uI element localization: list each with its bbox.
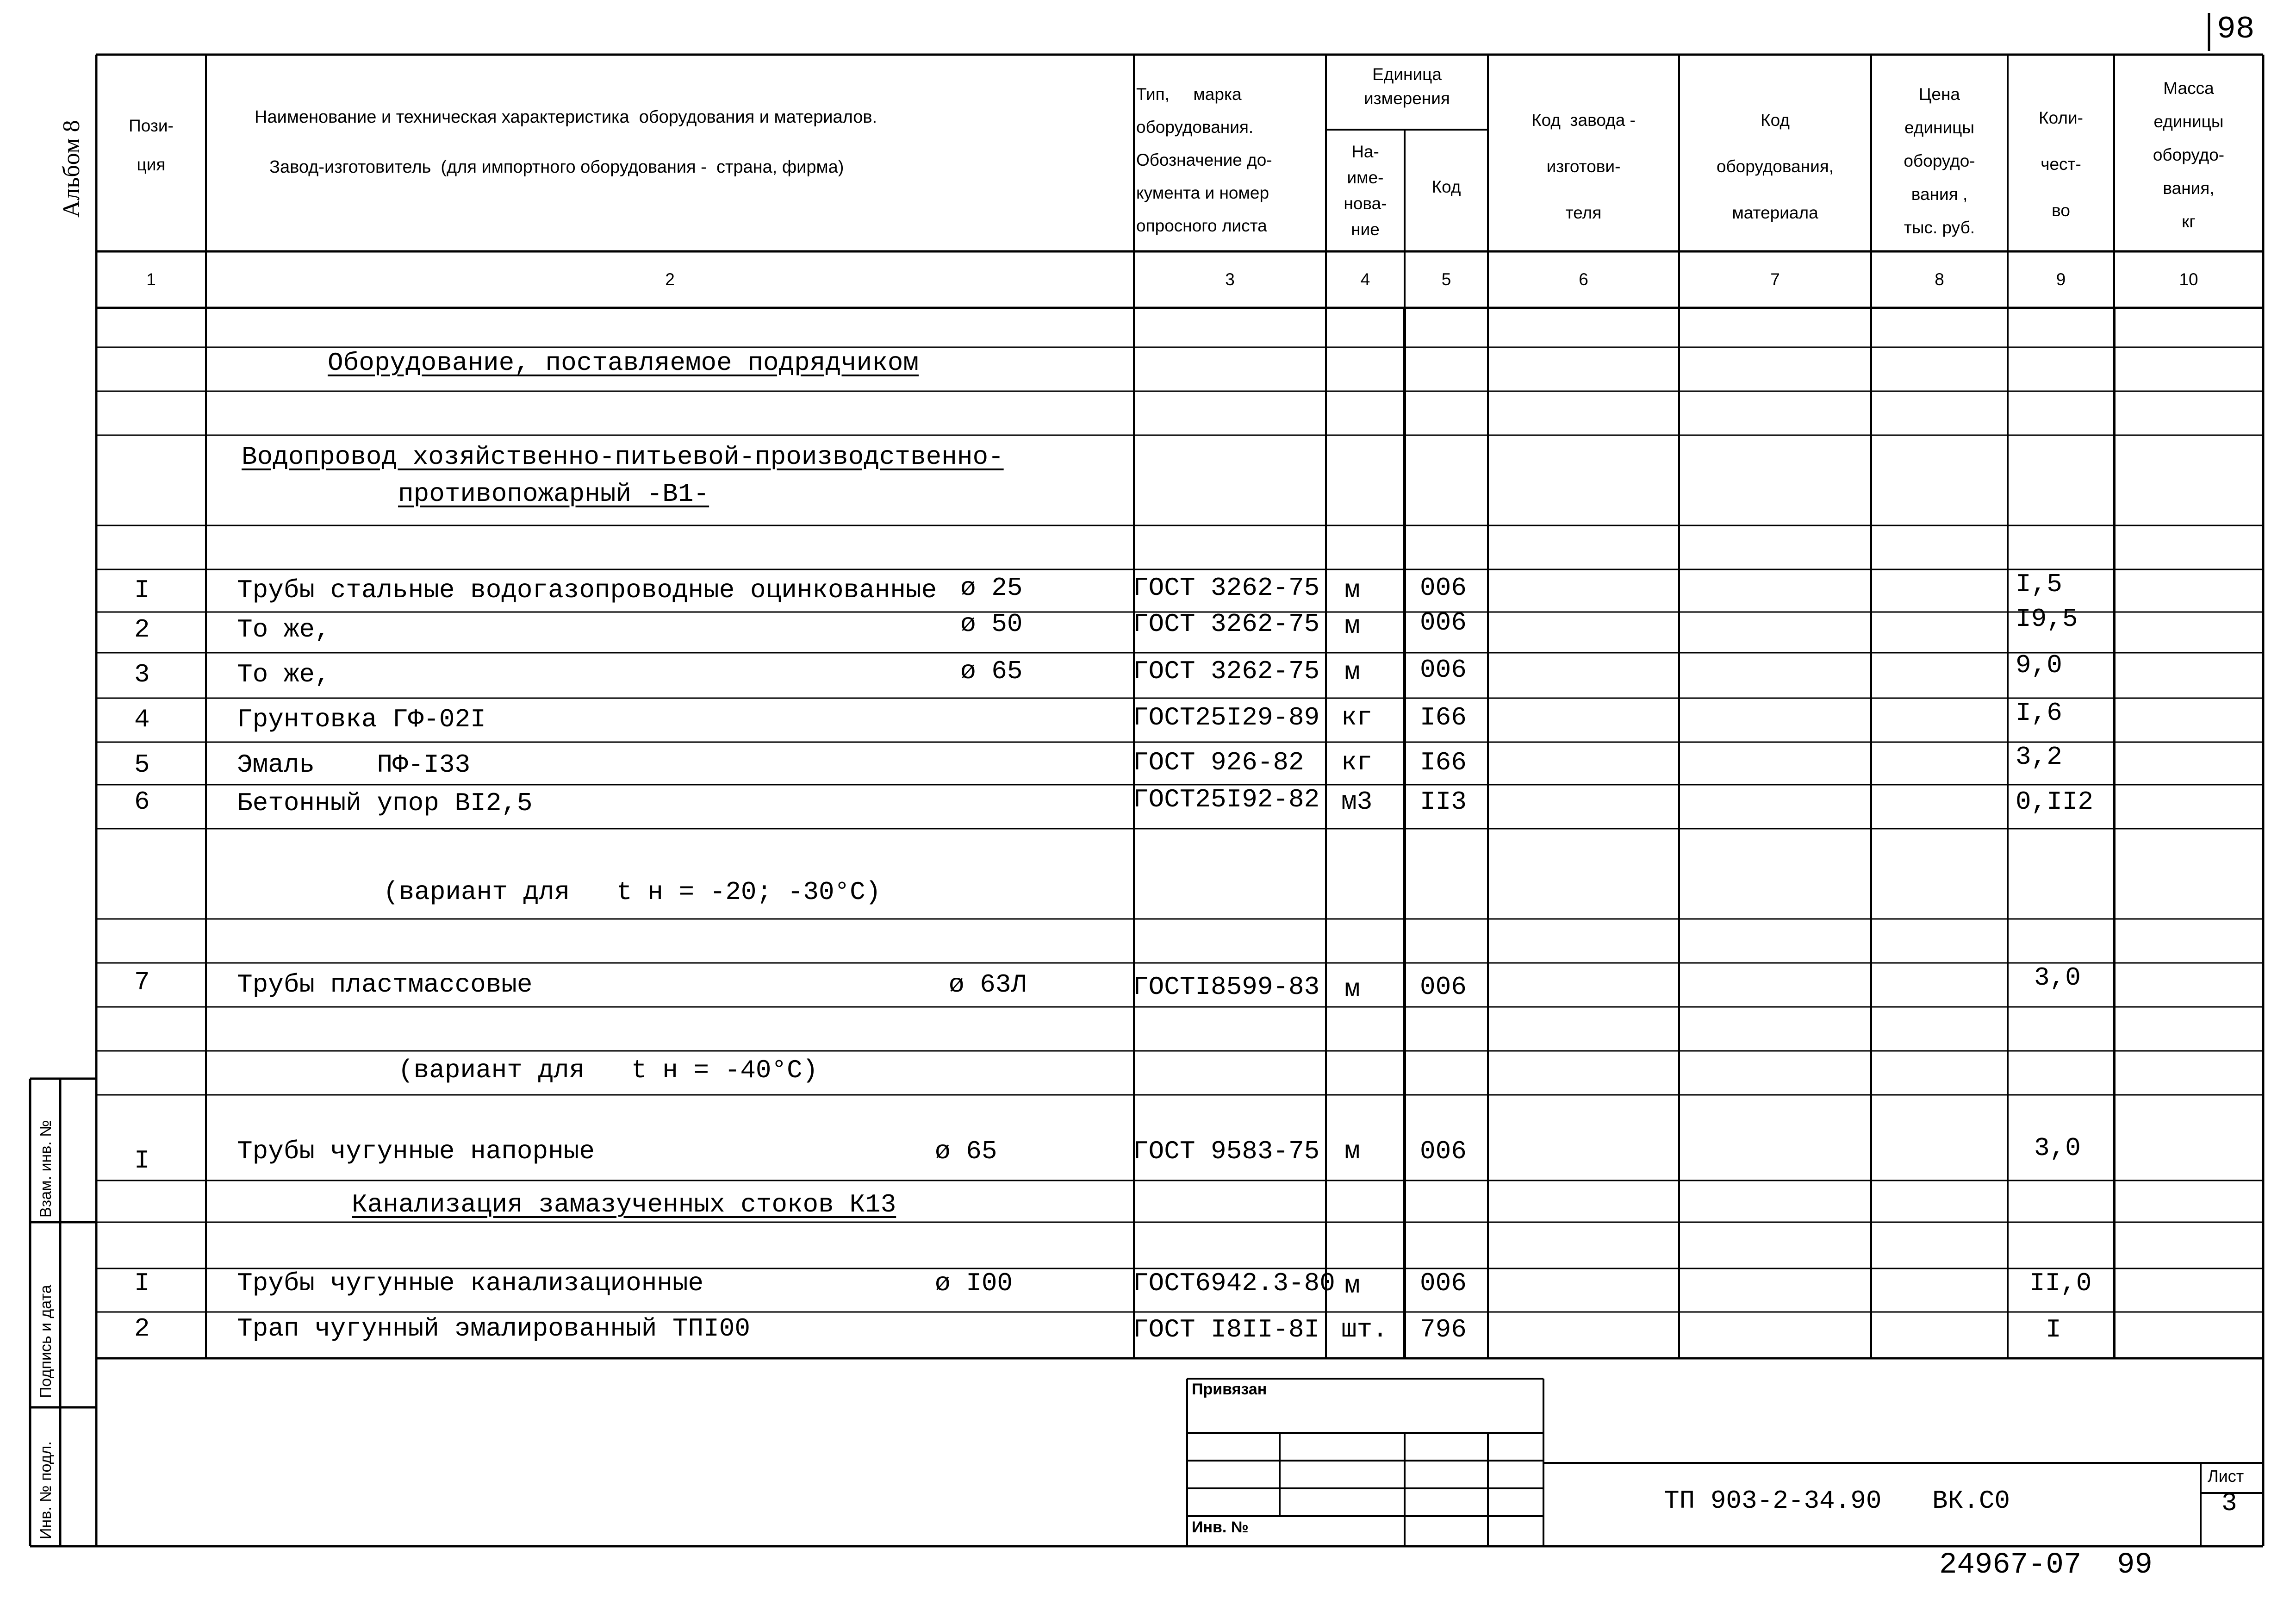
- row-name: Бетонный упор ВI2,5: [237, 788, 533, 818]
- row-unit-code: 006: [1420, 1268, 1467, 1298]
- row-unit: м: [1344, 1271, 1360, 1300]
- row-unit-code: I66: [1420, 748, 1467, 777]
- row-position: 6: [134, 787, 150, 817]
- row-unit-code: 006: [1420, 573, 1467, 603]
- row-unit-code: 006: [1420, 972, 1467, 1002]
- row-position: 5: [134, 750, 150, 780]
- section-heading-contractor: Оборудование, поставляемое подрядчиком: [328, 348, 919, 378]
- row-document: ГОСТ I8II-8I: [1133, 1315, 1320, 1344]
- column-number: 6: [1579, 270, 1588, 289]
- row-unit-code: II3: [1420, 787, 1467, 817]
- section-heading-sewer: Канализация замазученных стоков К13: [352, 1190, 896, 1219]
- stamp-sheet-label: Лист: [2208, 1467, 2244, 1486]
- row-quantity: 3,2: [2016, 742, 2062, 772]
- row-position: 3: [134, 660, 150, 689]
- header-name-line2: Завод-изготовитель (для импортного оборудования - страна, фирма): [269, 157, 844, 177]
- stamp-inv-no: Инв. №: [1192, 1518, 1249, 1536]
- row-name: Грунтовка ГФ-02I: [237, 705, 486, 734]
- variant-note-1: (вариант для t н = -20; -30°С): [383, 877, 881, 907]
- row-position: 2: [134, 1314, 150, 1343]
- row-document: ГОСТ25I29-89: [1133, 703, 1320, 732]
- row-name: Трубы стальные водогазопроводные оцинкованные: [237, 575, 937, 605]
- album-label: Альбом 8: [58, 120, 85, 218]
- row-diameter: ø 63Л: [949, 970, 1027, 999]
- header-quantity: Коли- чест- во: [2039, 108, 2083, 220]
- header-mass: Масса единицы оборудо- вания, кг: [2153, 79, 2225, 231]
- header-unit-group: Единица измерения: [1364, 65, 1450, 108]
- row-unit: м: [1344, 657, 1360, 687]
- header-name-line1: Наименование и техническая характеристика оборудования и материалов.: [255, 107, 877, 127]
- margin-label-inv-podl: Инв. № подл.: [37, 1441, 55, 1539]
- row-position: I: [134, 1268, 150, 1298]
- column-number: 4: [1360, 270, 1370, 289]
- stamp-sheet-number: 3: [2221, 1488, 2237, 1518]
- stamp-privyazan: Привязан: [1192, 1380, 1267, 1398]
- row-name: То же,: [237, 615, 330, 644]
- row-quantity: 3,0: [2034, 1133, 2081, 1163]
- row-unit: кг: [1341, 748, 1373, 777]
- margin-label-podpis: Подпись и дата: [37, 1285, 55, 1398]
- header-position: Пози- ция: [129, 116, 174, 174]
- row-quantity: II,0: [2029, 1268, 2092, 1298]
- row-document: ГОСТ 3262-75: [1133, 573, 1320, 603]
- column-number: 3: [1225, 270, 1235, 289]
- column-number: 9: [2056, 270, 2066, 289]
- row-document: ГОСТ25I92-82: [1133, 785, 1320, 814]
- section-heading-water-line2: противопожарный -В1-: [398, 479, 709, 509]
- row-unit-code: I66: [1420, 703, 1467, 732]
- corner-sheet-number: 98: [2217, 12, 2255, 47]
- stamp-document-mark: ВК.С0: [1932, 1486, 2010, 1516]
- margin-label-vzam: Взам. инв. №: [37, 1120, 55, 1218]
- row-unit-code: 006: [1420, 655, 1467, 685]
- header-type: Тип, марка оборудования. Обозначение до- кумента и номер опросного листа: [1136, 85, 1272, 235]
- row-unit-code: 006: [1420, 1137, 1467, 1166]
- row-unit: м: [1344, 1137, 1360, 1166]
- column-number: 1: [146, 270, 156, 289]
- row-document: ГОСТ 3262-75: [1133, 656, 1320, 686]
- header-unit-name: На- име- нова- ние: [1344, 142, 1387, 239]
- row-name: Трубы чугунные напорные: [237, 1137, 595, 1166]
- header-factory-code: Код завода - изготови- теля: [1531, 111, 1636, 222]
- row-unit: м: [1344, 575, 1360, 605]
- row-document: ГОСТ 9583-75: [1133, 1137, 1320, 1166]
- row-quantity: 9,0: [2016, 650, 2062, 680]
- row-name: Эмаль ПФ-I33: [237, 750, 471, 780]
- row-diameter: ø 65: [960, 656, 1023, 686]
- row-position: 2: [134, 615, 150, 644]
- row-name: То же,: [237, 660, 330, 689]
- column-number: 5: [1441, 270, 1451, 289]
- bottom-handwritten-number: 24967-07 99: [1939, 1549, 2153, 1582]
- row-unit: м3: [1341, 787, 1373, 817]
- row-position: I: [134, 1146, 150, 1175]
- row-diameter: ø I00: [935, 1268, 1013, 1298]
- row-quantity: 0,II2: [2016, 787, 2094, 817]
- row-unit: м: [1344, 611, 1360, 641]
- row-name: Трубы чугунные канализационные: [237, 1268, 704, 1298]
- row-quantity: I,5: [2016, 569, 2062, 599]
- row-unit: шт.: [1341, 1315, 1388, 1344]
- column-number: 8: [1935, 270, 1944, 289]
- section-heading-water-line1: Водопровод хозяйственно-питьевой-производственно-: [242, 442, 1004, 472]
- row-unit-code: 796: [1420, 1315, 1467, 1344]
- header-equipment-code: Код оборудования, материала: [1716, 111, 1834, 222]
- row-quantity: I: [2046, 1315, 2061, 1344]
- column-number: 10: [2179, 270, 2198, 289]
- variant-note-2: (вариант для t н = -40°С): [398, 1056, 818, 1085]
- row-document: ГОСТ 926-82: [1133, 748, 1304, 777]
- column-number: 2: [665, 270, 675, 289]
- row-unit: м: [1344, 974, 1360, 1004]
- row-document: ГОСТ 3262-75: [1133, 609, 1320, 639]
- row-quantity: I,6: [2016, 698, 2062, 728]
- row-diameter: ø 65: [935, 1137, 997, 1166]
- row-diameter: ø 50: [960, 609, 1023, 639]
- stamp-document-code: ТП 903-2-34.90: [1664, 1486, 1882, 1516]
- header-price: Цена единицы оборудо- вания , тыс. руб.: [1904, 85, 1975, 237]
- row-unit-code: 006: [1420, 608, 1467, 637]
- row-quantity: I9,5: [2016, 604, 2078, 634]
- row-quantity: 3,0: [2034, 963, 2081, 993]
- row-position: 7: [134, 968, 150, 997]
- row-position: 4: [134, 705, 150, 734]
- row-document: ГОСТ6942.3-80: [1133, 1268, 1335, 1298]
- row-name: Трап чугунный эмалированный ТПI00: [237, 1314, 750, 1343]
- row-name: Трубы пластмассовые: [237, 970, 533, 999]
- column-number: 7: [1770, 270, 1780, 289]
- row-unit: кг: [1341, 703, 1373, 732]
- header-unit-code: Код: [1431, 177, 1461, 196]
- row-position: I: [134, 575, 150, 605]
- row-diameter: ø 25: [960, 573, 1023, 603]
- row-document: ГОСТI8599-83: [1133, 972, 1320, 1002]
